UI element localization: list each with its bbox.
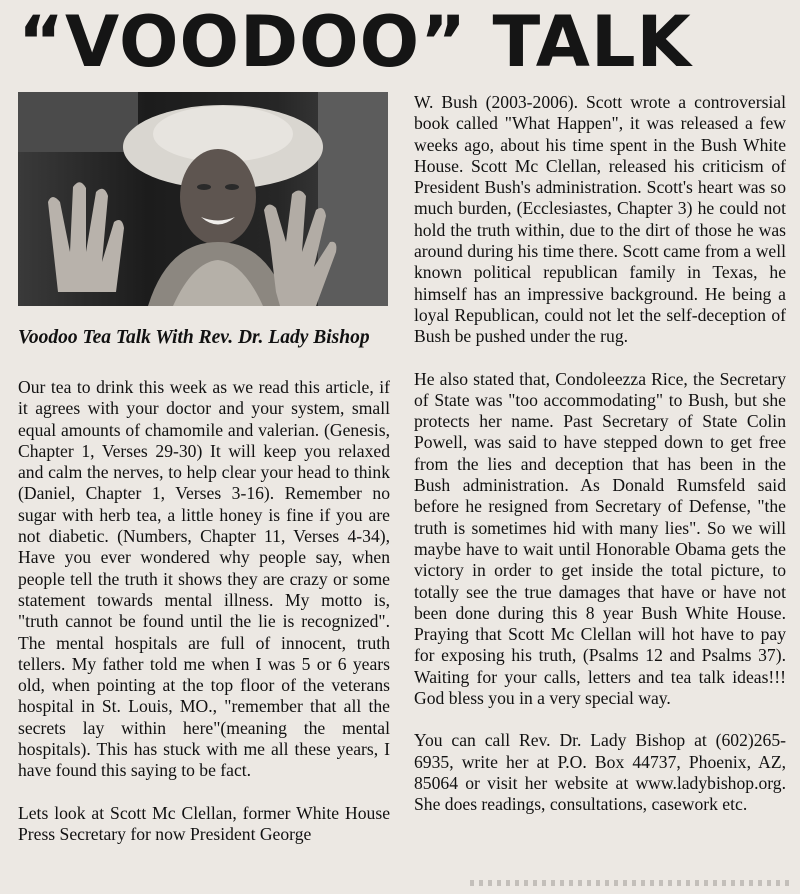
right-paragraph-2: He also stated that, Condoleezza Rice, the Secretary of State was "too accommodating" to Bush, but she protects her name. Past Secretary of State Colin Powell, was said to have stepped down to get free from the lies and deception that has been in the Bush administration. As Donald Rumsfeld said before he resigned from Secretary of Defense, "the truth is sometimes hid with many lies". So we will maybe have to wait until Honorable Obama gets the victory in order to get inside the total picture, to totally see the true damages that have or have not been done during this 8 year Bush White House. Praying that Scott Mc Clellan will hot have to pay for exposing his truth, (Psalms 12 and Psalms 37). Waiting for your calls, letters and tea talk ideas!!! God bless you in a very special way. (414, 368, 786, 709)
photo (18, 92, 388, 306)
right-paragraph-1: W. Bush (2003-2006). Scott wrote a controversial book called "What Happen", it was released a few weeks ago, about his time spent in the Bush White House. Scott Mc Clellan, released his criticism of President Bush's administration. Scott's heart was so much burden, (Ecclesiastes, Chapter 3) he could not hold the truth within, due to the dirt of those he was around during his time there. Scott came from a well known political republican family in Texas, he himself has an impressive background. He being a loyal Republican, could not let the self-deception of Bush be pushed under the rug. (414, 92, 786, 347)
contact-paragraph: You can call Rev. Dr. Lady Bishop at (602)265-6935, write her at P.O. Box 44737, Phoenix, AZ, 85064 or visit her website at www.ladybishop.org. She does readings, consultations, casework etc. (414, 730, 786, 815)
left-column (18, 92, 390, 845)
right-column (414, 92, 786, 816)
woman-in-white-hat-photo (18, 92, 388, 306)
left-paragraph-2: Lets look at Scott Mc Clellan, former White House Press Secretary for now President George (18, 802, 390, 844)
left-paragraph-1: Our tea to drink this week as we read this article, if it agrees with your doctor and your system, small equal amounts of chamomile and valerian. (Genesis, Chapter 1, Verses 29-30) It will keep you relaxed and calm the nerves, to help clear your head to think (Daniel, Chapter 1, Verses 3-16). Remember no sugar with herb tea, a little honey is fine if you are not diabetic. (Numbers, Chapter 11, Verses 4-34), Have you ever wondered why people say, when people tell the truth it shows they are crazy or some statement towards mental illness. My motto is, "truth cannot be found until the lie is recognized". The mental hospitals are full of innocent, truth tellers. My father told me when I was 5 or 6 years old, when pointing at the top floor of the veterans hospital in St. Louis, MO., "remember that all the secrets lay within here"(meaning the mental hospitals). This has stuck with me all these years, I have found this saying to be fact. (18, 377, 390, 781)
footer-decoration (470, 880, 790, 886)
headline: “VOODOO” TALK (18, 1, 692, 83)
photo-caption: Voodoo Tea Talk With Rev. Dr. Lady Bishop (18, 327, 370, 348)
